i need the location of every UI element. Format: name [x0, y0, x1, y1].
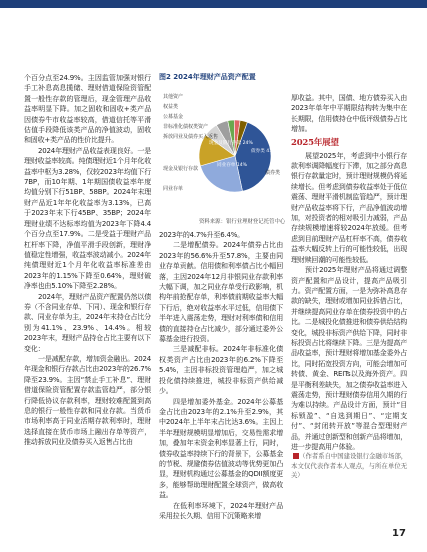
pie-outer-label: 债券类 [265, 170, 281, 176]
author-note-text: （作者系自中国建设银行金融市场部，本文仅代表作者本人观点，与所在单位无关） [291, 452, 407, 480]
figure-title: 图2 2024年理财产品资产配置 [159, 73, 256, 81]
pie-inner-label: 债券类 41% [251, 149, 277, 154]
top-color-bar [0, 0, 427, 8]
paragraph: 三是减配非标。2024年非标准化债权类资产占比由2023年的6.2%下降至5.4%，主因非标投资管理趋严，加之城投化债持续推进，城投非标资产供给减少。 [159, 345, 283, 396]
middle-column [159, 230, 283, 521]
paragraph: 预计2025年理财产品将通过调整资产配置和产品设计，提高产品吸引力。资产配置方面，一是为弥补高息存款的缺失，理财或增加同业拆借占比，并继续提高同业存单在债券投资中的占比。二是城投化债推进和债券供给结构变化，城投非标资产供给下降，同时非标投资占比将继续下降。三是为提高产品收益率，预计理财将增加基金委外占比，同时拓宽投资方向，可能会增加可转债、黄金、REITs以及海外资产。四是平衡利差缺失，加之债券收益率进入震荡走势，预计理财债券信用久期的行为难以持续。产品设计方面，预计“目标锁盈”、“自选到期日”、“定期支付”、“封闭转开放”等混合型理财产品，并通过创新型和创新产品将增加，进一步提高用户体验。 [291, 266, 407, 451]
paragraph: 四是增加委外基金。2024年公募基金占比由2023年的2.1%升至2.9%，其中2024年上半年末占比达3.6%。主因上半年理财规模明显增加后，交易性需求增加，叠加年末资金利率显著上行，同时，债券收益率持续下行的背景下，公募基金的节税、规避债券估值波动等优势更加凸显，理财机构通过公募基金的QDII额度更多，能够帮助理财配置全球资产，做高收益。 [159, 397, 283, 500]
paragraph: 2023年的4.7%升至6.4%。 [159, 231, 244, 239]
paragraph: 在低利率环境下，2024年理财产品采用拉长久期、信用下沉策略来增 [159, 501, 283, 520]
figure-source: 资料来源：银行业理财登记托管中心 [199, 219, 286, 225]
pie-inner-label: 同业存单 14% [217, 163, 248, 168]
paragraph: 展望2025年，考虑到中小银行存款利率调降幅度行下滞，加之部分高息银行存款量定时，预计理财规模仍将延续增长。但考虑到债券收益率处于低位震荡、理财平滑机制监管趋严，预计理财产品收益率将下行，产品净值波动增加，对投资者的相对吸引力减弱，产品存续规模增速将较2024年放缓。但考虑到目前理财产品杠杆率不高，债券收益率大幅反转上行的可能性较低，出现理财赎回潮的可能性较低。 [291, 151, 407, 264]
paragraph: 厚收益。其中，国债、地方债券买入由2023年单年中平期限结构转为集中在长期限，信用债持仓中低评级债券占比增加。 [291, 94, 407, 134]
left-column [24, 73, 151, 448]
pie-outer-label: 同业存单 [163, 186, 184, 192]
pie-outer-label: 现金及银行存款 [163, 166, 199, 172]
paragraph: 二是增配债券。2024年债券占比由2023年的56.6%升至57.8%，主要由同业存单贡献。信用债和利率债占比小幅回落，主因2024年12月非银同业存款利率大幅下调，加之同业存单受行政影响，机构年前抢配存单，利率债前期收益率大幅下行后，绝对收益率水平过低，信用债下半年进入震荡走势，理财对利率债和信用债的直接持仓占比减少，部分通过委外公募基金进行投资。 [159, 241, 283, 344]
pie-inner-label: 现金及银行存款 24% [209, 141, 253, 146]
pie-outer-label: 拆放同业及债券买入返售 [163, 134, 219, 140]
figure-asset-allocation [159, 72, 293, 228]
paragraph: 2024年理财产品收益表现良好。一是理财收益率较高。纯债理财近1个月年化收益率中枢为3.28%，仅较2023年均值下行7BP，而10年期、1年期国债收益率年度均值分别下行51BP、58BP。2024年末理财产品近1年年化收益率为3.13%，已高于2023年末下行45BP、35BP；2024年理财业绩不达标率均值为2023年下降4.4个百分点至17.9%。二是受益于理财产品杠杆率下降，净值平滑手段创新，理财净值稳定性增强，收益率波动减小。2024年纯债理财近1个月年化收益率标准差由2023年的1.15%下降至0.64%，理财破净率也由5.10%下降至2.28%。 [24, 146, 151, 291]
paragraph: 2024年，理财产品资产配置仍然以债券（不含同业存单、下同）、现金和银行存款、同业存单为主，2024年末持仓占比分别为41.1%、23.9%、14.4%。相较2023年末，理财产品持仓占比主要有以下变化： [24, 292, 151, 353]
paragraph: 个百分点至24.9%。主因监管加强对银行手工补息高息揽储、理财借道保险资管配置一般性存款的管理后，现金管理产品收益率明显下降。加之固收和固收+类产品因债券牛市收益率较高，借道信托等平滑估值手段降低该类产品的净值波动，固收和固收+类产品的性价比提升。 [24, 74, 151, 145]
paragraph: 一是减配存款，增加资金融出。2024年现金和银行存款占比由2023年的26.7%降至23.9%。主因“禁止手工补息”、理财借道保险资管配置存款监管趋严，部分银行降低协议存款利率，理财较难配置到高息的银行一般性存款和同业存款。当货币市场利率高于同业活期存款利率时，理财选择直接在货币市场上融出存单等资产，推动拆放同业及债券买入返售占比由 [24, 354, 151, 447]
page-number: 17 [392, 528, 406, 539]
pie-outer-label: 公募基金 [163, 114, 184, 120]
author-note [291, 452, 407, 480]
section-title: 2025年展望 [291, 137, 339, 148]
pie-outer-label: 其他资产 [163, 94, 184, 100]
right-column [291, 93, 407, 481]
pie-outer-label: 非标准化债权类资产 [163, 124, 209, 130]
pie-chart [159, 82, 293, 216]
pie-outer-label: 权益类 [163, 104, 179, 110]
